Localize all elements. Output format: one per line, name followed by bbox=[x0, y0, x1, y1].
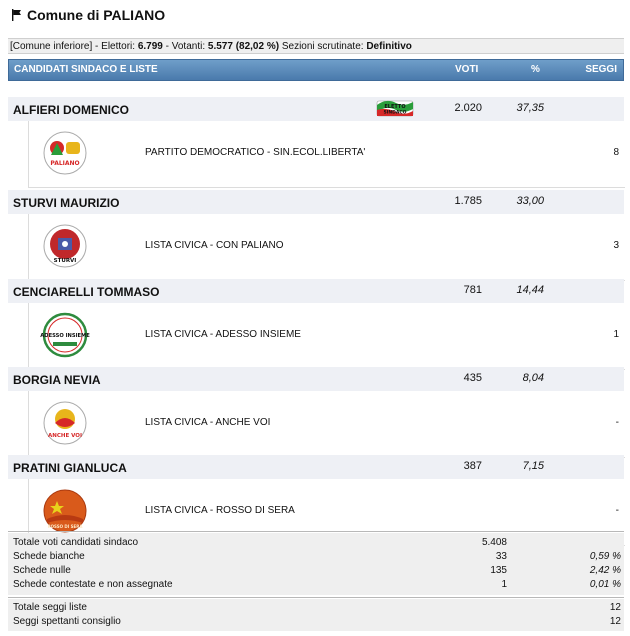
sections-status: Definitivo bbox=[366, 41, 412, 52]
svg-text:STURVI: STURVI bbox=[53, 258, 77, 264]
contested-label: Schede contestate e non assegnate bbox=[13, 579, 173, 590]
header-pct: % bbox=[531, 64, 540, 75]
party-logo-icon bbox=[43, 401, 87, 445]
electors-count: 6.799 bbox=[137, 41, 163, 52]
header-seats: SEGGI bbox=[585, 64, 617, 75]
header-candidates: CANDIDATI SINDACO E LISTE bbox=[14, 64, 158, 75]
null-label: Schede nulle bbox=[13, 565, 71, 576]
total-votes-value: 5.408 bbox=[481, 537, 507, 548]
candidate-votes: 781 bbox=[463, 284, 482, 296]
divider bbox=[8, 531, 624, 532]
candidate-row bbox=[8, 367, 624, 391]
voters-count: 5.577 bbox=[207, 41, 233, 52]
list-seats: 8 bbox=[613, 147, 619, 158]
candidate-pct: 33,00 bbox=[516, 195, 544, 207]
candidate-name: ALFIERI DOMENICO bbox=[13, 103, 129, 117]
svg-text:ELETTO: ELETTO bbox=[384, 104, 406, 110]
contested-value: 1 bbox=[501, 579, 507, 590]
svg-text:SINDACO: SINDACO bbox=[383, 110, 407, 116]
results-table-header bbox=[8, 59, 624, 81]
header-votes: VOTI bbox=[455, 64, 479, 75]
list-row bbox=[28, 121, 625, 188]
divider bbox=[8, 597, 624, 598]
list-seats: 1 bbox=[613, 329, 619, 340]
null-pct: 2,42 % bbox=[589, 565, 621, 576]
total-votes-label: Totale voti candidati sindaco bbox=[13, 537, 139, 548]
list-row bbox=[28, 214, 625, 281]
list-name: LISTA CIVICA - ANCHE VOI bbox=[145, 417, 271, 428]
summary-row bbox=[8, 550, 624, 564]
svg-text:PALIANO: PALIANO bbox=[50, 160, 80, 167]
candidate-row bbox=[8, 190, 624, 214]
seats-lists-label: Totale seggi liste bbox=[13, 602, 87, 613]
list-seats: - bbox=[615, 417, 619, 428]
svg-text:ROSSO DI SERA: ROSSO DI SERA bbox=[47, 524, 83, 529]
summary-row bbox=[8, 601, 624, 615]
candidate-votes: 1.785 bbox=[454, 195, 482, 207]
summary-row bbox=[8, 564, 624, 578]
candidate-name: PRATINI GIANLUCA bbox=[13, 461, 127, 475]
candidate-pct: 7,15 bbox=[522, 460, 544, 472]
contested-pct: 0,01 % bbox=[589, 579, 621, 590]
list-name: LISTA CIVICA - ADESSO INSIEME bbox=[145, 329, 301, 340]
candidate-votes: 435 bbox=[463, 372, 482, 384]
party-logo-icon bbox=[43, 131, 87, 175]
null-value: 135 bbox=[490, 565, 507, 576]
list-name: LISTA CIVICA - ROSSO DI SERA bbox=[145, 505, 295, 516]
list-name: LISTA CIVICA - CON PALIANO bbox=[145, 240, 284, 251]
seats-council-value: 12 bbox=[609, 616, 621, 627]
list-seats: 3 bbox=[613, 240, 619, 251]
summary-row bbox=[8, 536, 624, 550]
blank-label: Schede bianche bbox=[13, 551, 85, 562]
seats-summary-section bbox=[8, 599, 624, 631]
candidate-pct: 8,04 bbox=[522, 372, 544, 384]
party-logo-icon bbox=[43, 224, 87, 268]
eletto-sindaco-badge bbox=[376, 99, 414, 118]
svg-text:ANCHE VOI: ANCHE VOI bbox=[47, 433, 83, 439]
candidate-votes: 2.020 bbox=[454, 102, 482, 114]
list-row bbox=[28, 303, 625, 370]
list-row bbox=[28, 391, 625, 458]
candidate-pct: 37,35 bbox=[516, 102, 544, 114]
summary-row bbox=[8, 578, 624, 592]
blank-pct: 0,59 % bbox=[589, 551, 621, 562]
party-logo-icon bbox=[40, 313, 90, 357]
voters-label: - Votanti: bbox=[162, 41, 208, 52]
flag-icon bbox=[10, 8, 24, 22]
svg-text:ADESSO INSIEME: ADESSO INSIEME bbox=[40, 333, 90, 339]
sections-label: Sezioni scrutinate: bbox=[279, 41, 367, 52]
candidate-row bbox=[8, 279, 624, 303]
list-seats: - bbox=[615, 505, 619, 516]
candidate-row bbox=[8, 97, 624, 121]
candidate-votes: 387 bbox=[463, 460, 482, 472]
list-name: PARTITO DEMOCRATICO - SIN.ECOL.LIBERTA' bbox=[145, 147, 366, 158]
voters-pct: (82,02 %) bbox=[235, 41, 280, 52]
page-title bbox=[10, 7, 165, 23]
candidate-pct: 14,44 bbox=[516, 284, 544, 296]
candidate-row bbox=[8, 455, 624, 479]
candidate-name: CENCIARELLI TOMMASO bbox=[13, 285, 160, 299]
summary-row bbox=[8, 615, 624, 629]
info-prefix: [Comune inferiore] - Elettori: bbox=[10, 41, 138, 52]
page-title-text: Comune di PALIANO bbox=[27, 7, 166, 23]
seats-council-label: Seggi spettanti consiglio bbox=[13, 616, 121, 627]
blank-value: 33 bbox=[495, 551, 507, 562]
summary-section bbox=[8, 533, 624, 595]
candidate-name: BORGIA NEVIA bbox=[13, 373, 101, 387]
party-logo-icon bbox=[43, 489, 87, 533]
election-info-bar bbox=[8, 38, 624, 54]
candidate-name: STURVI MAURIZIO bbox=[13, 196, 120, 210]
seats-lists-value: 12 bbox=[609, 602, 621, 613]
